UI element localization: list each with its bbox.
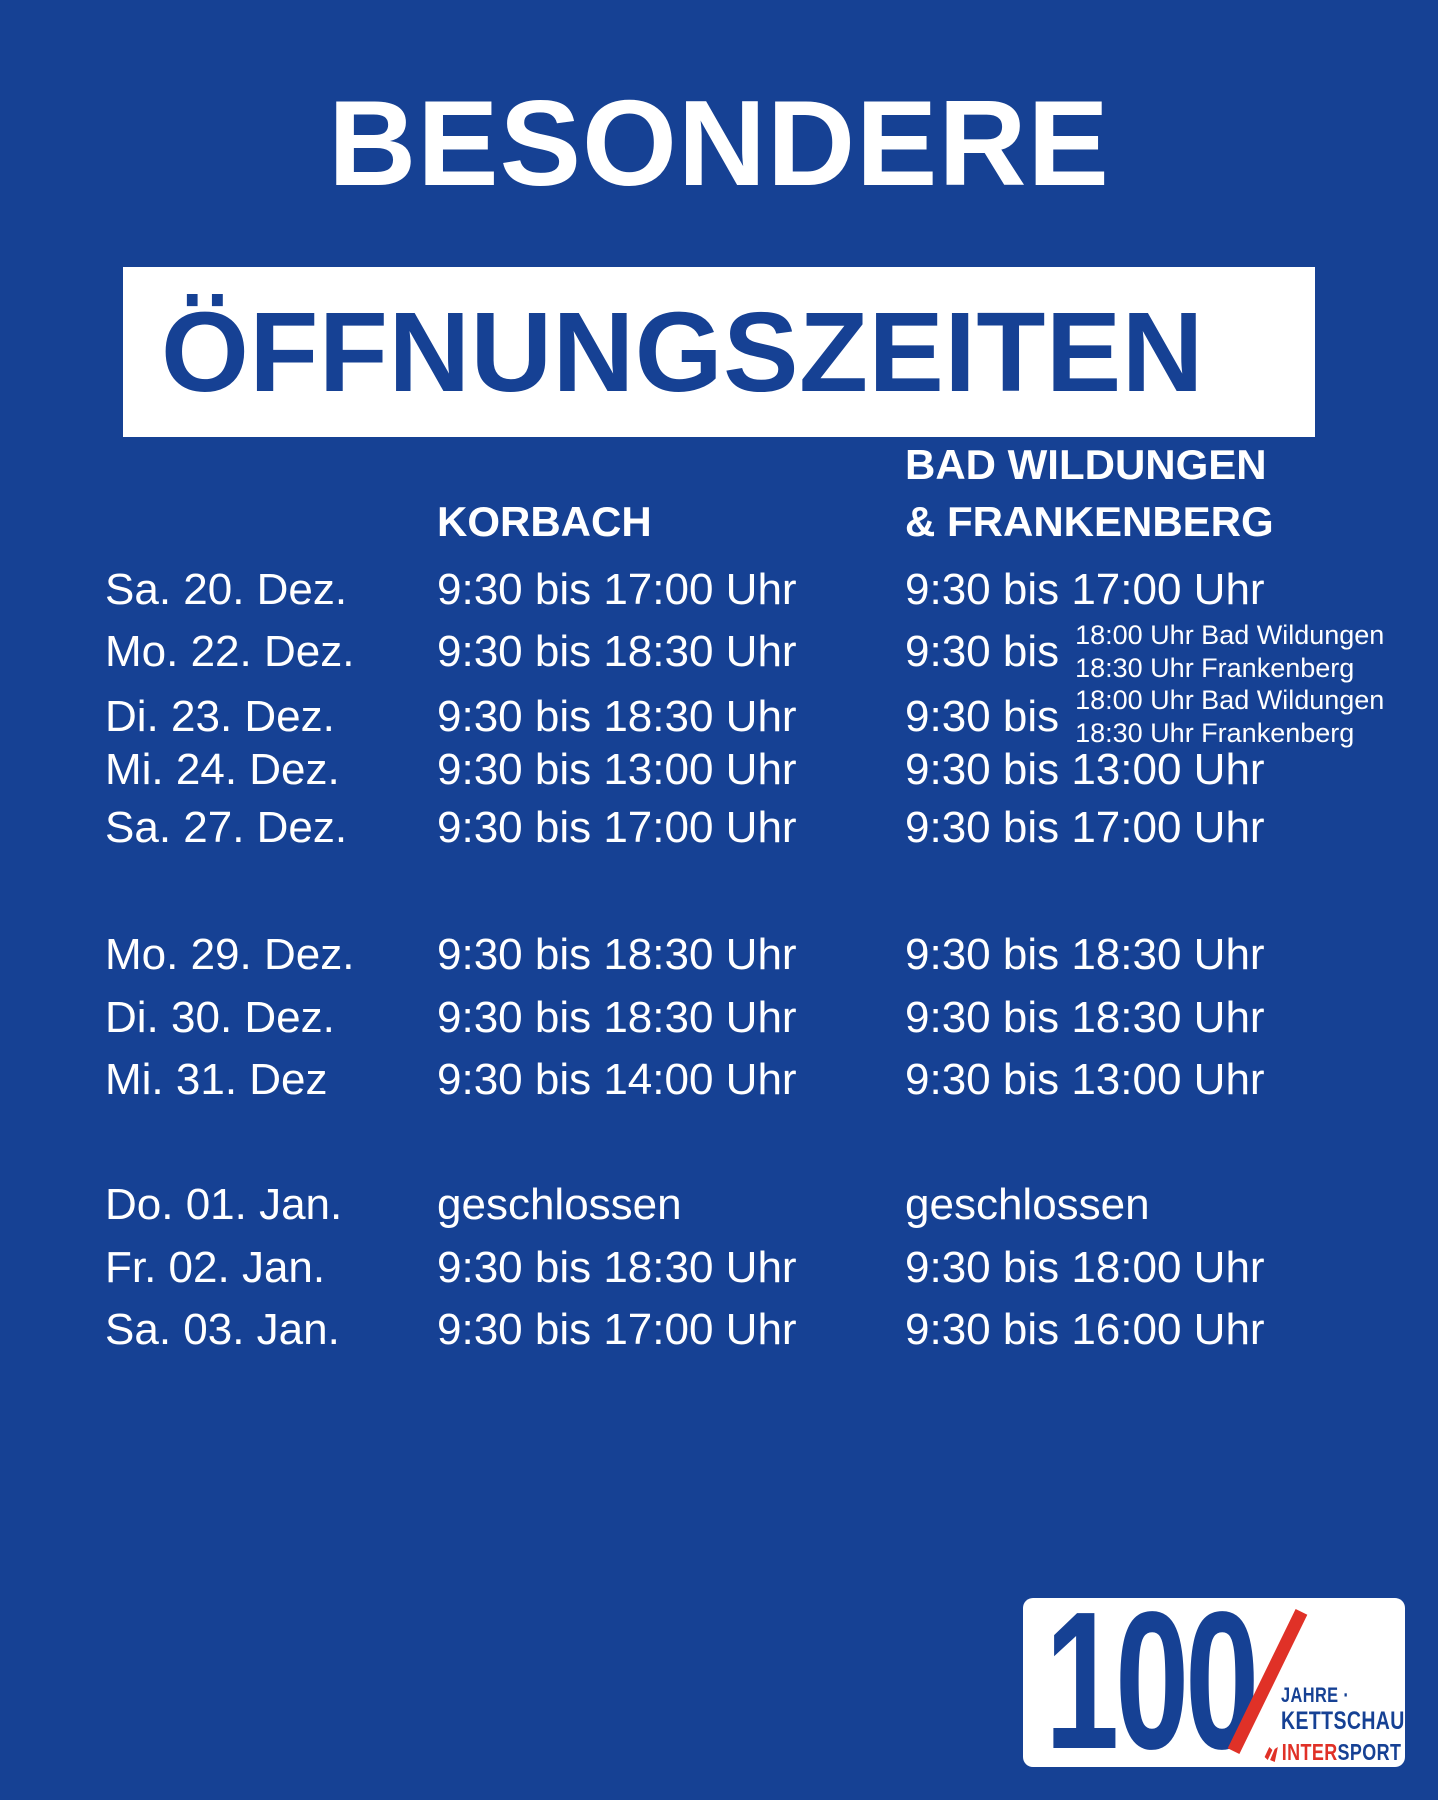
column-header-bad-wildungen: BAD WILDUNGEN xyxy=(905,441,1267,488)
row-badwildungen-hours xyxy=(905,616,1384,688)
row-korbach-hours: 9:30 bis 18:30 Uhr xyxy=(437,627,797,676)
hours-detail xyxy=(1075,684,1384,750)
row-korbach-hours: 9:30 bis 17:00 Uhr xyxy=(437,803,797,852)
row-date: Fr. 02. Jan. xyxy=(105,1243,326,1292)
column-header-korbach: KORBACH xyxy=(437,498,652,545)
table-row xyxy=(105,800,1405,856)
hours-detail-frankenberg: 18:30 Uhr Frankenberg xyxy=(1075,653,1355,683)
row-korbach-hours: 9:30 bis 18:30 Uhr xyxy=(437,930,797,979)
table-row xyxy=(105,562,1405,618)
table-row xyxy=(105,1052,1405,1108)
poster-title-line2: ÖFFNUNGSZEITEN xyxy=(161,289,1204,415)
hours-detail xyxy=(1075,619,1384,685)
intersport-wordmark xyxy=(1281,1739,1405,1766)
row-korbach-hours: 9:30 bis 18:30 Uhr xyxy=(437,692,797,741)
hours-prefix: 9:30 bis xyxy=(905,627,1060,676)
logo-100-number: 100 xyxy=(1045,1571,1256,1790)
logo-kettschau-label: KETTSCHAU xyxy=(1281,1707,1405,1735)
table-row xyxy=(105,990,1405,1046)
row-korbach-hours: 9:30 bis 18:30 Uhr xyxy=(437,1243,797,1292)
row-badwildungen-hours: 9:30 bis 13:00 Uhr xyxy=(905,745,1265,794)
row-date: Sa. 27. Dez. xyxy=(105,803,348,852)
table-row xyxy=(105,927,1405,983)
hours-detail-bad-wildungen: 18:00 Uhr Bad Wildungen xyxy=(1075,620,1385,650)
hours-prefix: 9:30 bis xyxy=(905,692,1060,741)
hours-detail-frankenberg: 18:30 Uhr Frankenberg xyxy=(1075,718,1355,748)
row-date: Sa. 03. Jan. xyxy=(105,1305,340,1354)
row-date: Mo. 22. Dez. xyxy=(105,627,355,676)
row-badwildungen-hours: 9:30 bis 16:00 Uhr xyxy=(905,1305,1265,1354)
table-row xyxy=(105,1240,1405,1296)
table-row xyxy=(105,1177,1405,1233)
logo-jahre-label: JAHRE · xyxy=(1281,1684,1350,1707)
row-badwildungen-hours: 9:30 bis 18:30 Uhr xyxy=(905,930,1265,979)
kettschau-intersport-logo xyxy=(1023,1571,1405,1790)
row-korbach-hours: 9:30 bis 14:00 Uhr xyxy=(437,1055,797,1104)
logo-text-block xyxy=(1281,1684,1405,1766)
row-date: Do. 01. Jan. xyxy=(105,1180,343,1229)
row-badwildungen-hours: 9:30 bis 18:30 Uhr xyxy=(905,993,1265,1042)
row-korbach-hours: 9:30 bis 18:30 Uhr xyxy=(437,993,797,1042)
column-header-frankenberg: & FRANKENBERG xyxy=(905,498,1274,545)
row-date: Sa. 20. Dez. xyxy=(105,565,348,614)
intersport-icon xyxy=(1264,1743,1280,1763)
table-row xyxy=(105,742,1405,798)
intersport-sport-text: SPORT xyxy=(1337,1739,1402,1765)
row-date: Mo. 29. Dez. xyxy=(105,930,355,979)
row-badwildungen-hours: geschlossen xyxy=(905,1180,1150,1229)
row-date: Mi. 24. Dez. xyxy=(105,745,340,794)
row-korbach-hours: 9:30 bis 13:00 Uhr xyxy=(437,745,797,794)
row-korbach-hours: geschlossen xyxy=(437,1180,682,1229)
title-band xyxy=(123,267,1315,437)
row-badwildungen-hours: 9:30 bis 18:00 Uhr xyxy=(905,1243,1265,1292)
row-badwildungen-hours: 9:30 bis 17:00 Uhr xyxy=(905,565,1265,614)
row-badwildungen-hours: 9:30 bis 17:00 Uhr xyxy=(905,803,1265,852)
row-korbach-hours: 9:30 bis 17:00 Uhr xyxy=(437,565,797,614)
row-date: Di. 23. Dez. xyxy=(105,692,335,741)
table-row xyxy=(105,616,1405,688)
row-date: Mi. 31. Dez xyxy=(105,1055,328,1104)
poster-title-line1: BESONDERE xyxy=(328,75,1110,211)
row-korbach-hours: 9:30 bis 17:00 Uhr xyxy=(437,1305,797,1354)
intersport-inter-text: INTER xyxy=(1281,1739,1338,1765)
row-badwildungen-hours: 9:30 bis 13:00 Uhr xyxy=(905,1055,1265,1104)
hours-detail-bad-wildungen: 18:00 Uhr Bad Wildungen xyxy=(1075,685,1385,715)
row-date: Di. 30. Dez. xyxy=(105,993,335,1042)
table-row xyxy=(105,1302,1405,1358)
